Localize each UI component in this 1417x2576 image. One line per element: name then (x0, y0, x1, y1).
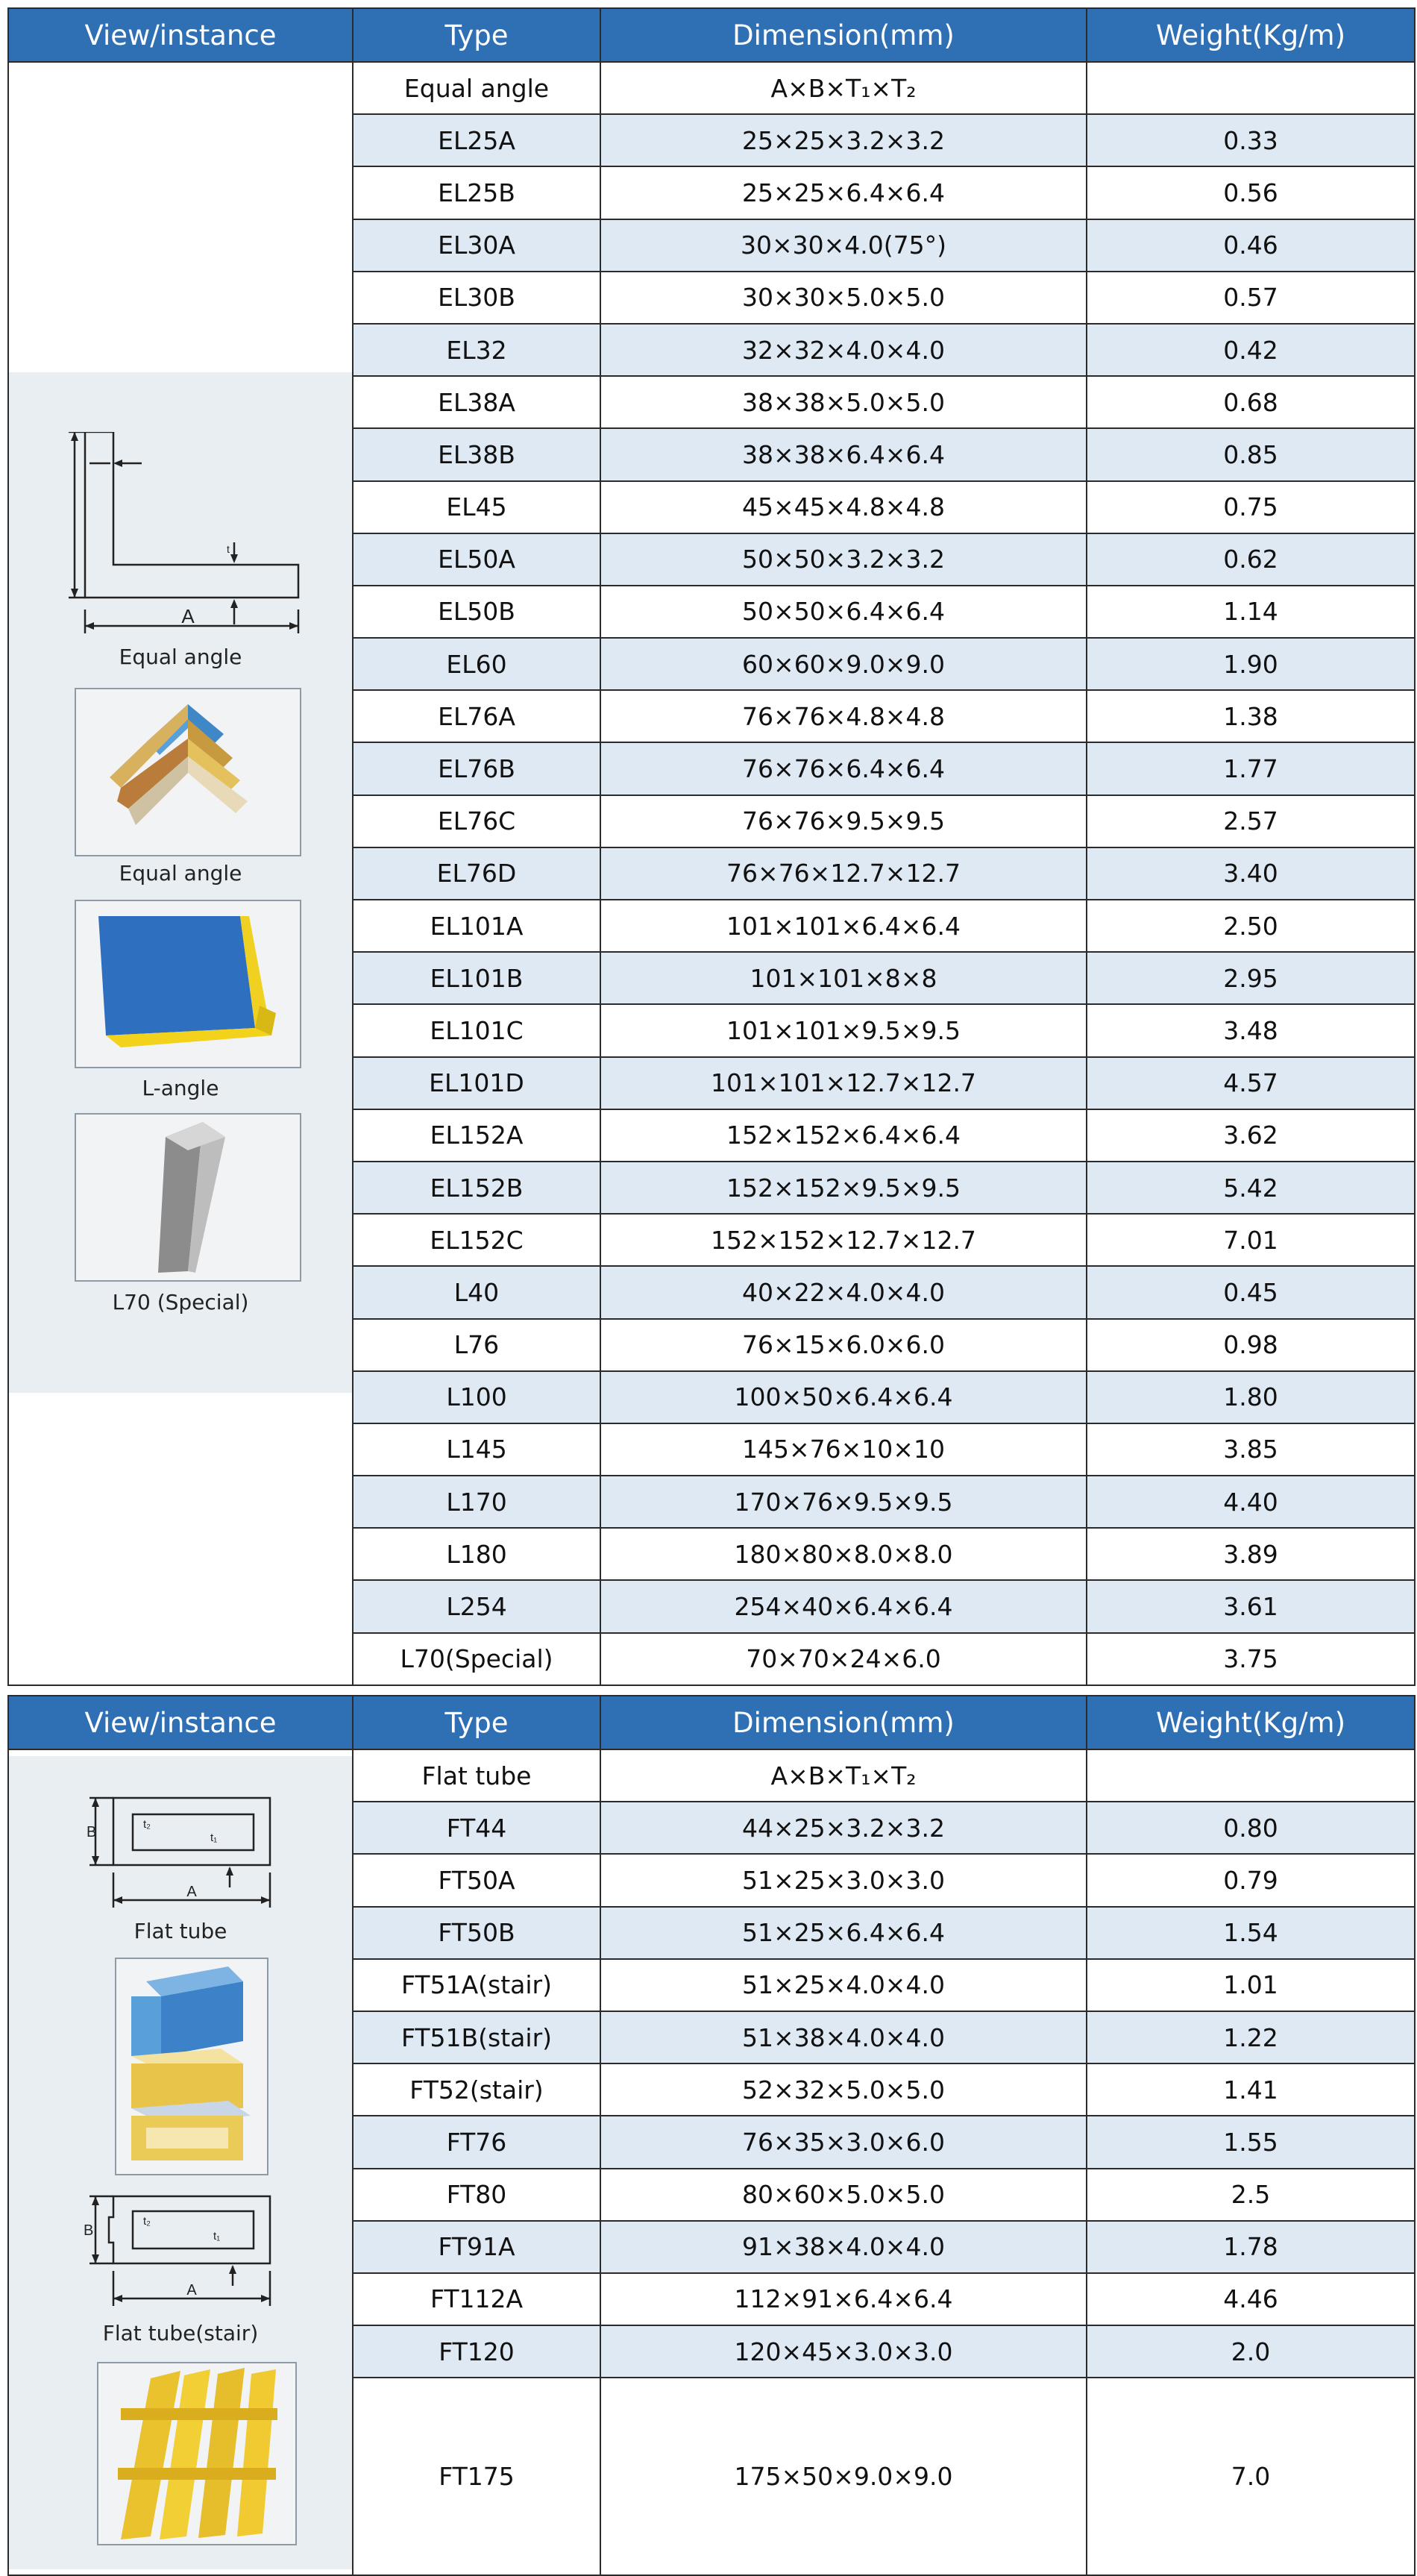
table-row (8, 62, 1415, 114)
dimension-cell: 152×152×6.4×6.4 (600, 1109, 1087, 1162)
dimension-cell: 101×101×12.7×12.7 (600, 1057, 1087, 1109)
dimension-cell: 60×60×9.0×9.0 (600, 638, 1087, 690)
flat-tube-photo (115, 1958, 268, 2175)
weight-cell: 1.77 (1087, 742, 1415, 795)
dimension-cell: 101×101×8×8 (600, 952, 1087, 1004)
type-cell: EL38A (353, 376, 600, 428)
dimension-cell: A×B×T₁×T₂ (600, 1749, 1087, 1802)
dimension-cell: 44×25×3.2×3.2 (600, 1802, 1087, 1854)
diagram-label-t1: t₁ (213, 2230, 221, 2243)
type-cell: EL76B (353, 742, 600, 795)
weight-cell: 5.42 (1087, 1162, 1415, 1214)
dimension-cell: A×B×T₁×T₂ (600, 62, 1087, 114)
type-cell: EL101A (353, 900, 600, 952)
weight-cell: 3.75 (1087, 1633, 1415, 1685)
type-cell: EL50B (353, 586, 600, 638)
dimension-cell: 25×25×6.4×6.4 (600, 166, 1087, 219)
dimension-cell: 180×80×8.0×8.0 (600, 1528, 1087, 1580)
type-cell: FT51B(stair) (353, 2011, 600, 2063)
weight-cell: 1.01 (1087, 1959, 1415, 2011)
weight-cell: 0.68 (1087, 376, 1415, 428)
header-view-instance: View/instance (8, 1696, 353, 1749)
weight-cell: 0.57 (1087, 272, 1415, 324)
equal-angle-table (7, 7, 1416, 1686)
l-angle-photo (75, 900, 301, 1068)
dimension-cell: 152×152×12.7×12.7 (600, 1214, 1087, 1266)
dimension-cell: 51×25×6.4×6.4 (600, 1907, 1087, 1959)
type-cell: EL30A (353, 219, 600, 272)
caption-l-angle: L-angle (142, 1076, 219, 1100)
dimension-cell: 51×38×4.0×4.0 (600, 2011, 1087, 2063)
diagram-label-t: t (227, 543, 230, 555)
weight-cell: 2.50 (1087, 900, 1415, 952)
dimension-cell: 70×70×24×6.0 (600, 1633, 1087, 1685)
weight-cell: 0.85 (1087, 428, 1415, 480)
dimension-cell: 76×15×6.0×6.0 (600, 1319, 1087, 1371)
caption-equal-angle: Equal angle (119, 645, 242, 669)
diagram-label-b: B (87, 1824, 97, 1840)
type-cell: FT120 (353, 2325, 600, 2378)
caption-flat-tube-stair: Flat tube(stair) (102, 2321, 259, 2345)
diagram-label-t2: t₂ (143, 1818, 151, 1831)
type-cell: L40 (353, 1266, 600, 1318)
weight-cell: 1.90 (1087, 638, 1415, 690)
weight-cell: 1.41 (1087, 2063, 1415, 2116)
type-cell: FT50B (353, 1907, 600, 1959)
dimension-cell: 32×32×4.0×4.0 (600, 324, 1087, 376)
weight-cell: 4.40 (1087, 1476, 1415, 1528)
weight-cell: 1.14 (1087, 586, 1415, 638)
dimension-cell: 101×101×9.5×9.5 (600, 1004, 1087, 1056)
weight-cell: 2.5 (1087, 2169, 1415, 2221)
type-cell: L70(Special) (353, 1633, 600, 1685)
type-cell: L170 (353, 1476, 600, 1528)
weight-cell: 0.42 (1087, 324, 1415, 376)
type-cell: FT76 (353, 2116, 600, 2168)
l-angle-image-icon (76, 901, 300, 1067)
weight-cell (1087, 1749, 1415, 1802)
weight-cell (1087, 62, 1415, 114)
type-cell: FT91A (353, 2221, 600, 2273)
diagram-label-t1: t₁ (210, 1831, 218, 1844)
caption-flat-tube: Flat tube (133, 1919, 227, 1943)
type-cell: L180 (353, 1528, 600, 1580)
dimension-cell: 51×25×3.0×3.0 (600, 1854, 1087, 1906)
weight-cell: 3.61 (1087, 1580, 1415, 1632)
weight-cell: 2.57 (1087, 795, 1415, 847)
table-row (8, 1749, 1415, 1802)
weight-cell: 3.62 (1087, 1109, 1415, 1162)
view-instance-cell (8, 1749, 353, 2575)
flat-tube-stair-diagram-icon (84, 2190, 285, 2317)
weight-cell: 0.98 (1087, 1319, 1415, 1371)
dimension-cell: 76×35×3.0×6.0 (600, 2116, 1087, 2168)
type-cell: EL38B (353, 428, 600, 480)
dimension-cell: 152×152×9.5×9.5 (600, 1162, 1087, 1214)
dimension-cell: 38×38×6.4×6.4 (600, 428, 1087, 480)
weight-cell: 7.01 (1087, 1214, 1415, 1266)
equal-angle-illustrations (9, 372, 352, 1393)
equal-angle-image-icon (76, 689, 300, 855)
caption-equal-angle-photo: Equal angle (119, 861, 242, 886)
dimension-cell: 51×25×4.0×4.0 (600, 1959, 1087, 2011)
dimension-cell: 50×50×3.2×3.2 (600, 533, 1087, 586)
type-cell: FT175 (353, 2378, 600, 2575)
weight-cell: 0.75 (1087, 481, 1415, 533)
dimension-cell: 100×50×6.4×6.4 (600, 1371, 1087, 1423)
dimension-cell: 76×76×9.5×9.5 (600, 795, 1087, 847)
dimension-cell: 112×91×6.4×6.4 (600, 2273, 1087, 2325)
dimension-cell: 38×38×5.0×5.0 (600, 376, 1087, 428)
type-cell: EL76A (353, 690, 600, 742)
weight-cell: 0.45 (1087, 1266, 1415, 1318)
weight-cell: 3.40 (1087, 847, 1415, 900)
type-cell: FT80 (353, 2169, 600, 2221)
type-cell: Equal angle (353, 62, 600, 114)
dimension-cell: 40×22×4.0×4.0 (600, 1266, 1087, 1318)
table-header-row (8, 8, 1415, 62)
dimension-cell: 145×76×10×10 (600, 1423, 1087, 1476)
type-cell: EL101D (353, 1057, 600, 1109)
weight-cell: 3.48 (1087, 1004, 1415, 1056)
type-cell: FT52(stair) (353, 2063, 600, 2116)
l70-special-photo (75, 1113, 301, 1282)
weight-cell: 0.62 (1087, 533, 1415, 586)
type-cell: EL101B (353, 952, 600, 1004)
header-type: Type (353, 8, 600, 62)
type-cell: EL50A (353, 533, 600, 586)
type-cell: EL25A (353, 114, 600, 166)
type-cell: EL30B (353, 272, 600, 324)
dimension-cell: 76×76×12.7×12.7 (600, 847, 1087, 900)
dimension-cell: 254×40×6.4×6.4 (600, 1580, 1087, 1632)
weight-cell: 0.79 (1087, 1854, 1415, 1906)
type-cell: EL152A (353, 1109, 600, 1162)
weight-cell: 7.0 (1087, 2378, 1415, 2575)
dimension-cell: 91×38×4.0×4.0 (600, 2221, 1087, 2273)
dimension-cell: 30×30×4.0(75°) (600, 219, 1087, 272)
weight-cell: 4.46 (1087, 2273, 1415, 2325)
header-dimension: Dimension(mm) (600, 8, 1087, 62)
l70-special-image-icon (76, 1115, 300, 1280)
weight-cell: 0.33 (1087, 114, 1415, 166)
caption-l70-special: L70 (Special) (112, 1290, 249, 1314)
flat-tube-diagram-icon (84, 1792, 285, 1919)
weight-cell: 1.38 (1087, 690, 1415, 742)
grating-image-icon (98, 2363, 295, 2544)
type-cell: Flat tube (353, 1749, 600, 1802)
header-weight: Weight(Kg/m) (1087, 1696, 1415, 1749)
type-cell: L76 (353, 1319, 600, 1371)
type-cell: EL25B (353, 166, 600, 219)
table-header-row (8, 1696, 1415, 1749)
flat-tube-image-icon (116, 1959, 267, 2174)
view-instance-cell (8, 62, 353, 1685)
header-view-instance: View/instance (8, 8, 353, 62)
type-cell: EL60 (353, 638, 600, 690)
flat-tube-illustrations (9, 1756, 352, 2569)
weight-cell: 1.78 (1087, 2221, 1415, 2273)
weight-cell: 0.56 (1087, 166, 1415, 219)
dimension-cell: 76×76×4.8×4.8 (600, 690, 1087, 742)
type-cell: FT112A (353, 2273, 600, 2325)
weight-cell: 1.54 (1087, 1907, 1415, 1959)
flat-tube-table (7, 1695, 1416, 2576)
dimension-cell: 175×50×9.0×9.0 (600, 2378, 1087, 2575)
weight-cell: 0.80 (1087, 1802, 1415, 1854)
type-cell: L145 (353, 1423, 600, 1476)
type-cell: FT50A (353, 1854, 600, 1906)
dimension-cell: 50×50×6.4×6.4 (600, 586, 1087, 638)
type-cell: L100 (353, 1371, 600, 1423)
type-cell: EL152C (353, 1214, 600, 1266)
diagram-label-a: A (186, 2282, 197, 2298)
type-cell: FT44 (353, 1802, 600, 1854)
dimension-cell: 30×30×5.0×5.0 (600, 272, 1087, 324)
diagram-label-a: A (181, 605, 195, 627)
weight-cell: 1.22 (1087, 2011, 1415, 2063)
weight-cell: 1.55 (1087, 2116, 1415, 2168)
dimension-cell: 80×60×5.0×5.0 (600, 2169, 1087, 2221)
weight-cell: 4.57 (1087, 1057, 1415, 1109)
diagram-label-a: A (186, 1884, 197, 1900)
equal-angle-diagram-icon (39, 432, 322, 641)
dimension-cell: 25×25×3.2×3.2 (600, 114, 1087, 166)
type-cell: EL32 (353, 324, 600, 376)
type-cell: EL101C (353, 1004, 600, 1056)
dimension-cell: 76×76×6.4×6.4 (600, 742, 1087, 795)
diagram-label-b: B (84, 2222, 94, 2239)
type-cell: EL76C (353, 795, 600, 847)
dimension-cell: 52×32×5.0×5.0 (600, 2063, 1087, 2116)
type-cell: EL76D (353, 847, 600, 900)
type-cell: EL152B (353, 1162, 600, 1214)
header-dimension: Dimension(mm) (600, 1696, 1087, 1749)
weight-cell: 1.80 (1087, 1371, 1415, 1423)
header-weight: Weight(Kg/m) (1087, 8, 1415, 62)
weight-cell: 2.0 (1087, 2325, 1415, 2378)
dimension-cell: 120×45×3.0×3.0 (600, 2325, 1087, 2378)
dimension-cell: 170×76×9.5×9.5 (600, 1476, 1087, 1528)
flat-tube-stair-photo (97, 2362, 297, 2545)
type-cell: L254 (353, 1580, 600, 1632)
weight-cell: 2.95 (1087, 952, 1415, 1004)
dimension-cell: 101×101×6.4×6.4 (600, 900, 1087, 952)
weight-cell: 3.89 (1087, 1528, 1415, 1580)
diagram-label-t2: t₂ (143, 2215, 151, 2228)
header-type: Type (353, 1696, 600, 1749)
type-cell: EL45 (353, 481, 600, 533)
weight-cell: 3.85 (1087, 1423, 1415, 1476)
dimension-cell: 45×45×4.8×4.8 (600, 481, 1087, 533)
weight-cell: 0.46 (1087, 219, 1415, 272)
type-cell: FT51A(stair) (353, 1959, 600, 2011)
equal-angle-photo (75, 688, 301, 856)
